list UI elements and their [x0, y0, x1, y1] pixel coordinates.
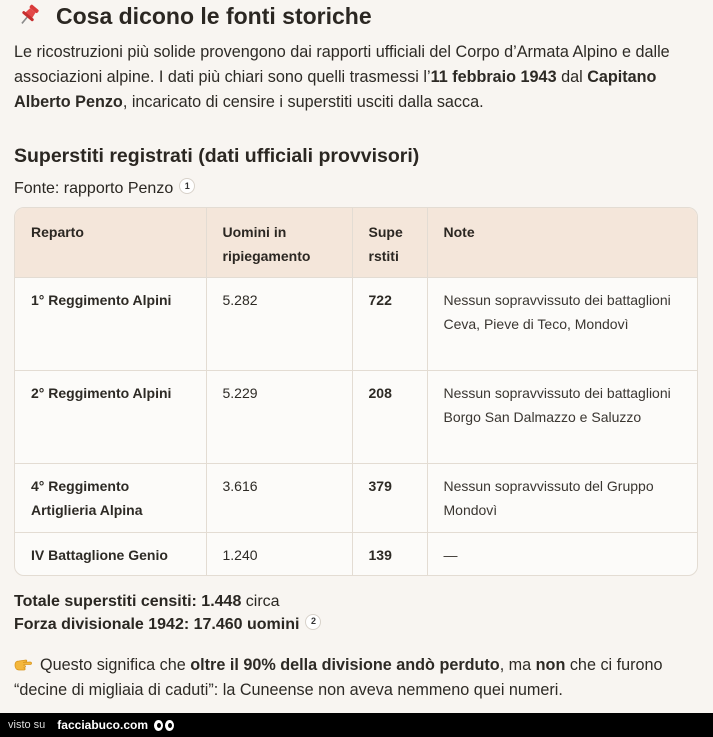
cell-uomini: 3.616 — [206, 463, 352, 532]
conclusion-text: , ma — [499, 656, 536, 674]
cell-note: Nessun sopravvissuto dei battaglioni Borgo San Dalmazzo e Saluzzo — [427, 370, 697, 463]
conclusion-emphasis: oltre il 90% della divisione andò perduto — [190, 656, 500, 674]
watermark-site[interactable]: facciabuco.com — [57, 718, 148, 732]
cell-uomini: 5.282 — [206, 277, 352, 370]
survivors-table — [14, 207, 698, 576]
watermark-bar — [0, 713, 713, 737]
cell-superstiti: 722 — [352, 277, 427, 370]
source-line — [14, 178, 700, 200]
intro-text: dal — [556, 68, 588, 86]
intro-text: Le ricostruzioni più solide provengono dai rapporti ufficiali del Corpo d’Armata Alpino e dalle associazioni alpine. I dati più chiari sono quelli trasmessi l’ — [14, 43, 670, 86]
intro-paragraph — [14, 40, 700, 115]
conclusion-text: che ci furono “decine di migliaia di caduti”: la Cuneense non aveva nemmeno quei numeri. — [14, 656, 663, 699]
cell-superstiti: 208 — [352, 370, 427, 463]
watermark-prefix: visto su — [8, 719, 46, 731]
cell-note: Nessun sopravvissuto dei battaglioni Ceva, Pieve di Teco, Mondovì — [427, 277, 697, 370]
conclusion-paragraph — [14, 653, 700, 703]
cell-note: Nessun sopravvissuto del Gruppo Mondovì — [427, 463, 697, 532]
total-censiti-label: Totale superstiti censiti: 1.448 — [14, 593, 242, 610]
header-superstiti: Supe rstiti — [352, 208, 427, 277]
table-row — [15, 532, 697, 575]
cell-note: — — [443, 546, 458, 563]
cell-uomini: 1.240 — [206, 532, 352, 575]
pointing-hand-icon — [14, 656, 34, 672]
intro-date: 11 febbraio 1943 — [430, 68, 557, 86]
section-heading — [14, 0, 700, 32]
source-label: Fonte: rapporto Penzo — [14, 180, 174, 197]
table-row — [15, 370, 697, 463]
footnote-badge[interactable]: 1 — [179, 178, 195, 194]
cell-reparto: 4° Reggimento Artiglieria Alpina — [15, 463, 206, 532]
cell-reparto: 2° Reggimento Alpini — [15, 370, 206, 463]
eye-icon — [165, 720, 174, 731]
header-uomini: Uomini in ripiegamento — [206, 208, 352, 277]
intro-person: Capitano Alberto Penzo — [14, 68, 657, 111]
table-section-title: Superstiti registrati (dati ufficiali provvisori) — [14, 145, 420, 167]
table-row — [15, 277, 697, 370]
totals-block — [14, 590, 700, 636]
conclusion-emphasis: non — [535, 656, 566, 674]
cell-reparto: IV Battaglione Genio — [15, 532, 206, 575]
table-header-row — [15, 208, 697, 277]
pushpin-icon — [16, 2, 42, 28]
forza-divisionale — [14, 613, 700, 636]
header-reparto: Reparto — [15, 208, 206, 277]
eye-icon — [154, 720, 163, 731]
footnote-badge[interactable]: 2 — [305, 614, 321, 630]
total-censiti — [14, 590, 700, 613]
table-row — [15, 463, 697, 532]
cell-superstiti: 379 — [352, 463, 427, 532]
forza-label: Forza divisionale 1942: 17.460 uomini — [14, 616, 300, 633]
cell-reparto: 1° Reggimento Alpini — [15, 277, 206, 370]
cell-superstiti: 139 — [352, 532, 427, 575]
page-title: Cosa dicono le fonti storiche — [56, 2, 372, 29]
cell-uomini: 5.229 — [206, 370, 352, 463]
total-censiti-suffix: circa — [241, 593, 280, 610]
eyes-logo-icon — [154, 720, 174, 731]
article — [14, 0, 700, 703]
conclusion-text: Questo significa che — [40, 656, 191, 674]
header-note: Note — [427, 208, 697, 277]
intro-text: , incaricato di censire i superstiti usciti dalla sacca. — [122, 93, 484, 111]
